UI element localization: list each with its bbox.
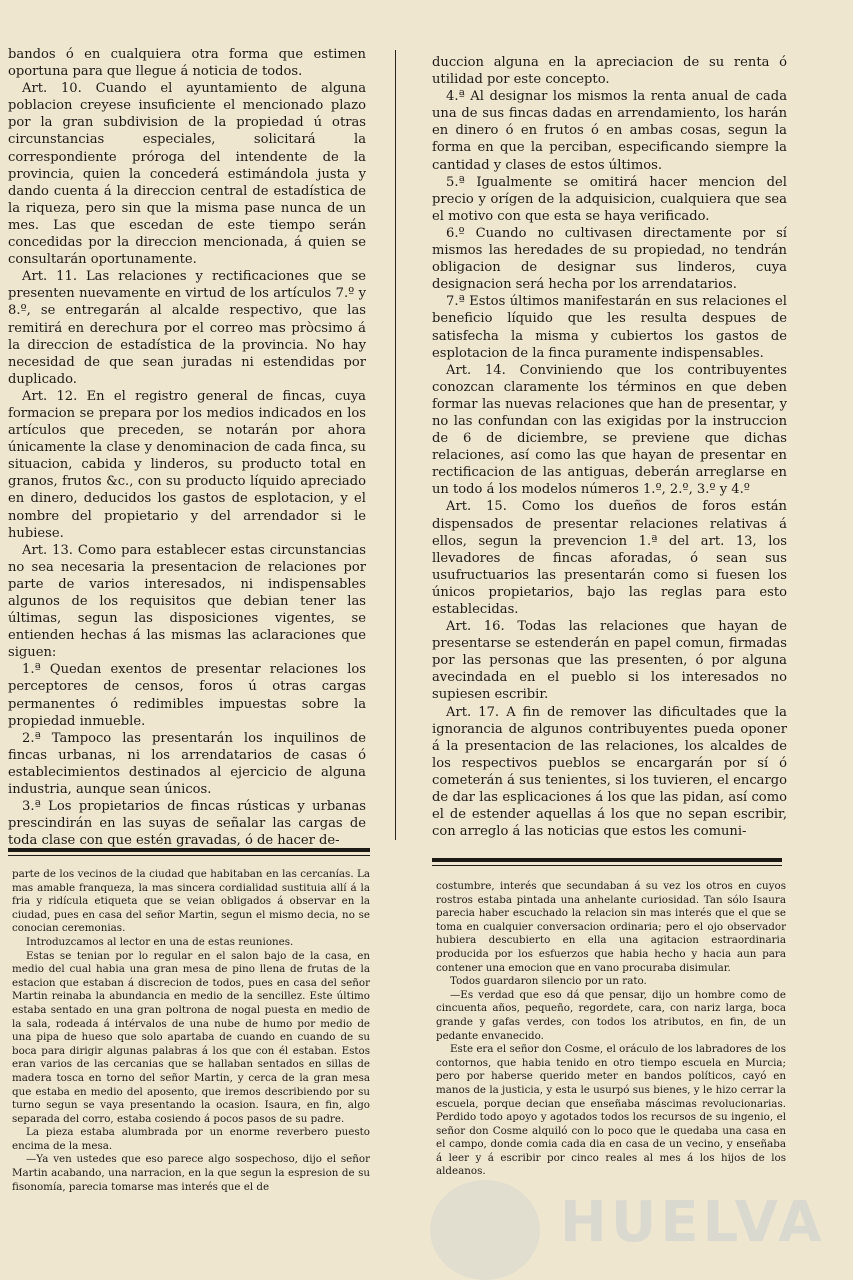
column-divider xyxy=(395,50,396,840)
paragraph: Art. 10. Cuando el ayuntamiento de alguna poblacion creyese insuficiente el mencionado plazo por la gran subdivision de la propiedad ú otras circunstancias especiales, solicitará la correspondiente próroga del intendente de la provincia, quien la concederá estimándola justa y dando cuenta á la direccion central de estadística de la riqueza, pero sin que la misma pase nunca de un mes. Las que escedan de este tiempo serán concedidas por la direccion mencionada, á quien se consultarán oportunamente. xyxy=(8,81,366,268)
paragraph: Art. 13. Como para establecer estas circunstancias no sea necesaria la presentacion de relaciones por parte de varios interesados, ni indispensables algunos de los requisitos que debian tener las últimas, segun las disposiciones vigentes, se entienden hechas á las mismas las aclaraciones que siguen: xyxy=(8,542,366,661)
paragraph: 4.ª Al designar los mismos la renta anual de cada una de sus fincas dadas en arrendamiento, los harán en dinero ó en frutos ó en ambas cosas, segun la forma en que la perciban, especificando siempre la cantidad y clases de estos últimos. xyxy=(432,89,787,173)
law-text-right-column xyxy=(432,54,787,840)
paragraph: —Es verdad que eso dá que pensar, dijo un hombre como de cincuenta años, pequeño, regordete, cara, con nariz larga, boca grande y gafas verdes, con todos los atributos, en fin, de un pedante envanecido. xyxy=(436,988,786,1042)
watermark-text: HUELVA xyxy=(560,1190,826,1255)
paragraph: Art. 15. Como los dueños de foros están dispensados de presentar relaciones relativas á ellos, segun la prevencion 1.ª del art. 13, los llevadores de fincas aforadas, ó sean sus usufructuarios las presentarán como si fuesen los únicos propietarios, bajo las reglas para esto establecidas. xyxy=(432,499,787,617)
feuilleton-separator-right xyxy=(432,858,782,862)
paragraph: bandos ó en cualquiera otra forma que estimen oportuna para que llegue á noticia de todos. xyxy=(8,47,366,80)
paragraph: 6.º Cuando no cultivasen directamente por sí mismos las heredades de su propiedad, no tendrán obligacion de designar sus linderos, cuya designacion será hecha por los arrendatarios. xyxy=(432,225,787,293)
paragraph: Art. 16. Todas las relaciones que hayan de presentarse se estenderán en papel comun, firmadas por las personas que las presenten, ó por alguna avecindada en el pueblo si los interesados no supiesen escribir. xyxy=(432,619,787,703)
paragraph: Art. 17. A fin de remover las dificultades que la ignorancia de algunos contribuyentes pueda oponer á la presentacion de las relaciones, los alcaldes de los respectivos pueblos se encargarán por sí ó cometerán á sus tenientes, si los tuvieren, el encargo de dar las esplicaciones á los que las pidan, así como el de estender aquellas á los que no sepan escribir, con arreglo á las noticias que estos les comuni- xyxy=(432,704,787,840)
paragraph: costumbre, interés que secundaban á su vez los otros en cuyos rostros estaba pintada una anhelante curiosidad. Tan sólo Isaura parecia haber escuchado la relacion sin mas interés que el que se toma en cualquier conversacion ordinaria; pero el ojo observador hubiera descubierto en ella una agitacion estraordinaria producida por los esfuerzos que habia hecho y hacia aun para contener una emocion que en vano procuraba disimular. xyxy=(436,880,786,974)
paragraph: Estas se tenian por lo regular en el salon bajo de la casa, en medio del cual habia una gran mesa de pino llena de frutas de la estacion que estaban á discrecion de todos, pues en casa del señor Martin reinaba la abundancia en medio de la sencillez. Este último estaba sentado en una gran poltrona de nogal puesta en medio de la sala, rodeada á intérvalos de una nube de humo por medio de una pipa de hueso que solo apartaba de cuando en cuando de su boca para dirigir algunas palabras á los que con él estaban. Estos eran varios de las cercanias que se hallaban sentados en sillas de madera tosca en torno del señor Martin, y cerca de la gran mesa que estaba en medio del aposento, que iremos describiendo por su turno segun se vaya presentando la ocasion. Isaura, en fin, algo separada del corro, estaba cosiendo á pocos pasos de su padre. xyxy=(12,949,370,1125)
paragraph: parte de los vecinos de la ciudad que habitaban en las cercanías. La mas amable franqueza, la mas sincera cordialidad sustituia allí á la fria y ridícula etiqueta que se veian obligados á observar en la ciudad, pues en casa del señor Martin, segun el mismo decia, no se conocian ceremonias. xyxy=(12,868,370,935)
paragraph: Art. 11. Las relaciones y rectificaciones que se presenten nuevamente en virtud de los artículos 7.º y 8.º, se entregarán al alcalde respectivo, que las remitirá en derechura por el correo mas pròcsimo á la direccion de estadística de la provincia. No hay necesidad de que sean juradas ni estendidas por duplicado. xyxy=(8,269,366,387)
paragraph: Art. 14. Conviniendo que los contribuyentes conozcan claramente los términos en que deben formar las nuevas relaciones que han de presentar, y no las confundan con las exigidas por la instruccion de 6 de diciembre, se previene que dichas relaciones, así como las que hayan de presentar en rectificacion de las antiguas, deberán arreglarse en un todo á los modelos números 1.º, 2.º, 3.º y 4.º xyxy=(432,362,787,498)
paragraph: 5.ª Igualmente se omitirá hacer mencion del precio y orígen de la adquisicion, cualquiera que sea el motivo con que esta se haya verificado. xyxy=(432,174,787,224)
feuilleton-separator-left xyxy=(8,848,370,852)
paragraph: 2.ª Tampoco las presentarán los inquilinos de fincas urbanas, ni los arrendatarios de casas ó establecimientos destinados al ejercicio de alguna industria, aunque sean únicos. xyxy=(8,730,366,798)
paragraph: 1.ª Quedan exentos de presentar relaciones los perceptores de censos, foros ú otras cargas permanentes ó redimibles impuestas sobre la propiedad inmueble. xyxy=(8,662,366,729)
feuilleton-separator-left-thin xyxy=(8,855,370,856)
watermark-seal xyxy=(430,1180,540,1280)
paragraph: Todos guardaron silencio por un rato. xyxy=(450,975,647,988)
paragraph: 7.ª Estos últimos manifestarán en sus relaciones el beneficio líquido que les resulta despues de satisfecha la misma y cubiertos los gastos de esplotacion de la finca puramente indispensables. xyxy=(432,294,787,361)
paragraph: —Ya ven ustedes que eso parece algo sospechoso, dijo el señor Martin acabando, una narracion, en la que segun la espresion de su fisonomía, parecia tomarse mas interés que el de xyxy=(12,1153,370,1193)
paragraph: Art. 12. En el registro general de fincas, cuya formacion se prepara por los medios indicados en los artículos que preceden, se notarán por ahora únicamente la clase y denominacion de cada finca, su situacion, cabida y linderos, su producto total en granos, frutos &c., con su producto líquido apreciado en dinero, deducidos los gastos de esplotacion, y el nombre del propietario y del arrendador si le hubiese. xyxy=(8,388,366,541)
paragraph: duccion alguna en la apreciacion de su renta ó utilidad por este concepto. xyxy=(432,55,787,88)
feuilleton-left-column xyxy=(12,868,370,1194)
paragraph: La pieza estaba alumbrada por un enorme reverbero puesto encima de la mesa. xyxy=(12,1126,370,1152)
law-text-left-column xyxy=(8,46,366,849)
feuilleton-separator-right-thin xyxy=(432,865,782,866)
feuilleton-right-column xyxy=(436,880,786,1179)
paragraph: 3.ª Los propietarios de fincas rústicas y urbanas prescindirán en las suyas de señalar las cargas de toda clase con que estén gravadas, ó de hacer de- xyxy=(8,799,366,849)
paragraph: Este era el señor don Cosme, el oráculo de los labradores de los contornos, que habia tenido en otro tiempo escuela en Murcia; pero por haberse querido meter en bandos políticos, cayó en manos de la justicia, y esta le usurpó sus bienes, y le hizo cerrar la escuela, porque decian que enseñaba máscimas revolucionarias. Perdido todo apoyo y agotados todos los recursos de su ingenio, el señor don Cosme alquiló con lo poco que le quedaba una casa en el campo, donde comia cada dia en casa de un vecino, y enseñaba á leer y á escribir por cinco reales al mes á los hijos de los aldeanos. xyxy=(436,1043,786,1178)
paragraph: Introduzcamos al lector en una de estas reuniones. xyxy=(26,935,294,948)
